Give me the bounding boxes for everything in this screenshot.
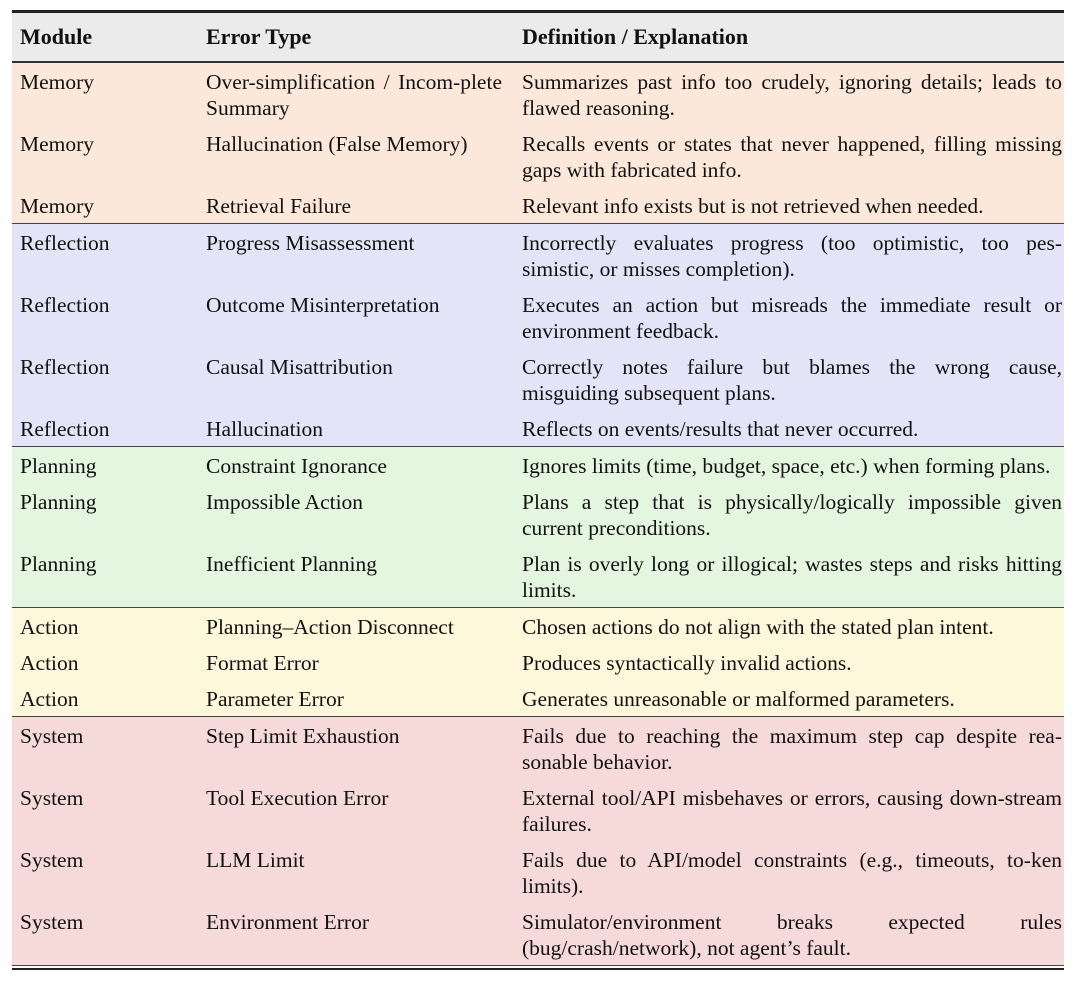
group-action [12,608,1064,717]
cell-module: Reflection [20,417,110,441]
cell-definition: Chosen actions do not align with the stated plan intent. [522,615,994,639]
cell-error-type: Format Error [206,651,319,675]
cell-definition: Executes an action but misreads the immediate result or environment feedback. [522,293,1062,343]
cell-definition: Plan is overly long or illogical; wastes steps and risks hitting limits. [522,552,1062,602]
cell-module: System [20,724,84,748]
cell-error-type: LLM Limit [206,848,305,872]
cell-module: System [20,786,84,810]
cell-definition: Fails due to API/model constraints (e.g., timeouts, to-ken limits). [522,848,1062,898]
group-memory [12,63,1064,224]
table-row [12,447,1064,483]
cell-definition: Reflects on events/results that never occurred. [522,417,919,441]
table-row [12,545,1064,607]
group-reflection [12,224,1064,447]
table-row [12,779,1064,841]
cell-error-type: Planning–Action Disconnect [206,615,454,639]
cell-error-type: Hallucination (False Memory) [206,132,468,156]
cell-module: Memory [20,132,95,156]
cell-module: System [20,848,84,872]
cell-error-type: Progress Misassessment [206,231,415,255]
table-row [12,348,1064,410]
table-row [12,483,1064,545]
cell-module: Planning [20,454,97,478]
bottom-rule [12,968,1064,970]
table-row [12,410,1064,446]
table-row [12,717,1064,779]
cell-definition: Fails due to reaching the maximum step cap despite rea-sonable behavior. [522,724,1062,774]
table-row [12,841,1064,903]
cell-error-type: Parameter Error [206,687,344,711]
cell-definition: Ignores limits (time, budget, space, etc.) when forming plans. [522,454,1051,478]
table-row [12,125,1064,187]
cell-error-type: Over-simplification / Incom-plete Summary [206,70,502,120]
table-row [12,903,1064,965]
cell-module: Action [20,651,79,675]
cell-error-type: Tool Execution Error [206,786,389,810]
cell-module: Action [20,687,79,711]
cell-definition: Incorrectly evaluates progress (too optimistic, too pes-simistic, or misses completion). [522,231,1062,281]
cell-module: Planning [20,490,97,514]
cell-error-type: Causal Misattribution [206,355,393,379]
table-row [12,63,1064,125]
cell-definition: Relevant info exists but is not retrieved when needed. [522,194,984,218]
table-row [12,286,1064,348]
cell-module: Action [20,615,79,639]
header-error-type: Error Type [206,24,312,49]
table-header [12,13,1064,61]
table-row [12,608,1064,644]
header-definition: Definition / Explanation [522,24,749,49]
cell-module: Memory [20,194,95,218]
error-taxonomy-table [12,10,1064,970]
header-module: Module [20,24,93,49]
table-row [12,644,1064,680]
cell-error-type: Impossible Action [206,490,364,514]
table-row [12,187,1064,223]
cell-module: System [20,910,84,934]
cell-error-type: Inefficient Planning [206,552,377,576]
cell-definition: External tool/API misbehaves or errors, causing down-stream failures. [522,786,1062,836]
cell-definition: Correctly notes failure but blames the wrong cause, misguiding subsequent plans. [522,355,1062,405]
cell-definition: Recalls events or states that never happened, filling missing gaps with fabricated info. [522,132,1062,182]
cell-error-type: Step Limit Exhaustion [206,724,400,748]
cell-definition: Summarizes past info too crudely, ignoring details; leads to flawed reasoning. [522,70,1062,120]
cell-definition: Simulator/environment breaks expected rules (bug/crash/network), not agent’s fault. [522,910,1062,960]
cell-error-type: Retrieval Failure [206,194,352,218]
group-planning [12,447,1064,608]
cell-error-type: Environment Error [206,910,369,934]
cell-definition: Produces syntactically invalid actions. [522,651,852,675]
group-system [12,717,1064,966]
cell-definition: Plans a step that is physically/logically impossible given current preconditions. [522,490,1062,540]
cell-module: Reflection [20,231,110,255]
cell-error-type: Outcome Misinterpretation [206,293,440,317]
table-row [12,224,1064,286]
table-row [12,680,1064,716]
cell-error-type: Constraint Ignorance [206,454,387,478]
cell-module: Planning [20,552,97,576]
cell-definition: Generates unreasonable or malformed parameters. [522,687,955,711]
cell-error-type: Hallucination [206,417,324,441]
cell-module: Reflection [20,355,110,379]
cell-module: Memory [20,70,95,94]
cell-module: Reflection [20,293,110,317]
